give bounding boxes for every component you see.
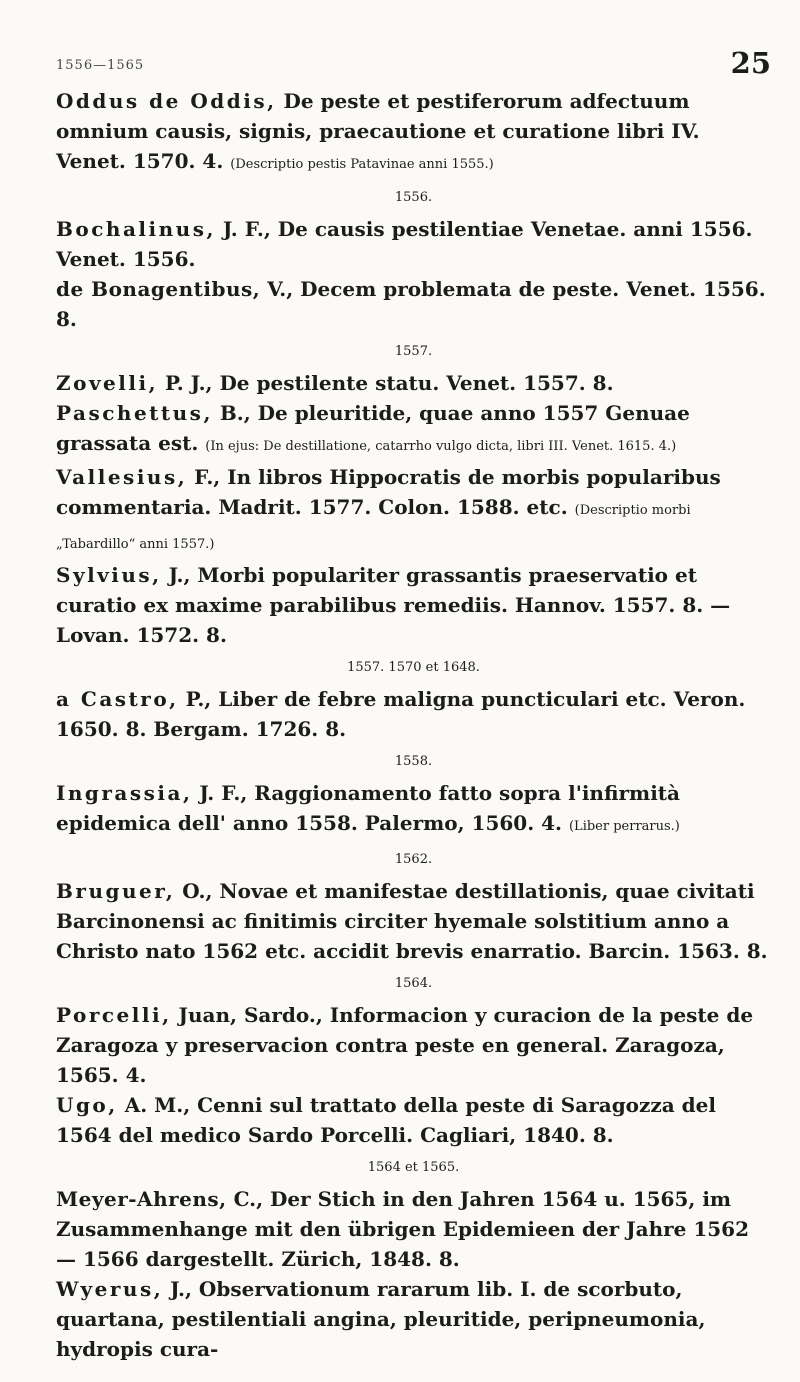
author-name: de Bonagentibus, xyxy=(56,277,261,301)
entry-bonagentibus xyxy=(56,274,771,334)
entry-text: J. F., Raggionamento fatto sopra l'infirmità epidemica dell' anno 1558. Palermo, 1560. 4. xyxy=(56,781,680,835)
entry-castro xyxy=(56,684,771,744)
entry-text: O., Novae et manifestae destillationis, quae civitati Barcinonensi ac finitimis circiter hyemale solstitium anno a Christo nato 1562 etc. accidit brevis enarratio. Barcin. 1563. 8. xyxy=(56,879,768,963)
page-number: 25 xyxy=(730,46,771,80)
entry-vallesius xyxy=(56,462,771,560)
entry-text: J. F., De causis pestilentiae Venetae. anni 1556. Venet. 1556. xyxy=(56,217,753,271)
entry-bruguer xyxy=(56,876,771,966)
year-heading: 1557. 1570 et 1648. xyxy=(347,660,480,675)
author-name: Paschettus, xyxy=(56,401,213,425)
author-name: Ugo, xyxy=(56,1093,118,1117)
entry-oddus xyxy=(56,86,771,180)
author-name: Vallesius, xyxy=(56,465,188,489)
entry-text: Juan, Sardo., Informacion y curacion de la peste de Zaragoza y preservacion contra peste en general. Zaragoza, 1565. 4. xyxy=(56,1003,754,1087)
entry-text: P., Liber de febre maligna puncticulari etc. Veron. 1650. 8. Bergam. 1726. 8. xyxy=(56,687,746,741)
author-name: Bochalinus, xyxy=(56,217,216,241)
author-name: Meyer-Ahrens, xyxy=(56,1187,227,1211)
entry-note: (In ejus: De destillatione, catarrho vulgo dicta, libri III. Venet. 1615. 4.) xyxy=(205,439,677,454)
author-name: Wyerus, xyxy=(56,1277,164,1301)
entry-paschettus xyxy=(56,398,771,462)
entry-note: (Descriptio pestis Patavinae anni 1555.) xyxy=(230,157,494,172)
author-name: Bruguer, xyxy=(56,879,176,903)
entry-text: P. J., De pestilente statu. Venet. 1557. 8. xyxy=(158,371,614,395)
page-header xyxy=(56,46,771,86)
entry-wyerus xyxy=(56,1274,771,1364)
year-heading: 1557. xyxy=(394,344,433,359)
page xyxy=(56,46,771,1364)
year-heading: 1562. xyxy=(394,852,433,867)
entry-bochalinus xyxy=(56,214,771,274)
year-heading: 1564. xyxy=(394,976,433,991)
entry-text: J., Morbi populariter grassantis praeservatio et curatio ex maxime parabilibus remediis. Hannov. 1557. 8. — Lovan. 1572. 8. xyxy=(56,563,731,647)
entry-porcelli xyxy=(56,1000,771,1090)
year-heading: 1564 et 1565. xyxy=(367,1160,460,1175)
entry-note: (Descriptio morbi „Tabardillo“ anni 1557.) xyxy=(56,503,691,552)
author-name: Sylvius, xyxy=(56,563,162,587)
entry-text: De peste et pestiferorum adfectuum omnium causis, signis, praecautione et curatione libri IV. Venet. 1570. 4. xyxy=(56,89,700,173)
entry-note: (Liber perrarus.) xyxy=(568,819,680,834)
entry-ugo xyxy=(56,1090,771,1150)
author-name: Oddus de Oddis, xyxy=(56,89,277,113)
author-name: Ingrassia, xyxy=(56,781,193,805)
author-name: Zovelli, xyxy=(56,371,159,395)
entry-text: B., De pleuritide, quae anno 1557 Genuae grassata est. xyxy=(56,401,690,455)
author-name: a Castro, xyxy=(56,687,179,711)
entry-meyer-ahrens xyxy=(56,1184,771,1274)
entry-zovelli xyxy=(56,368,771,398)
entry-ingrassia xyxy=(56,778,771,842)
entry-text: A. M., Cenni sul trattato della peste di Saragozza del 1564 del medico Sardo Porcelli. Cagliari, 1840. 8. xyxy=(56,1093,716,1147)
year-heading: 1558. xyxy=(394,754,433,769)
entry-text: V., Decem problemata de peste. Venet. 1556. 8. xyxy=(56,277,766,331)
entry-sylvius xyxy=(56,560,771,650)
year-range: 1556—1565 xyxy=(56,58,145,73)
entry-text: C., Der Stich in den Jahren 1564 u. 1565, im Zusammenhange mit den übrigen Epidemieen der Jahre 1562 — 1566 dargestellt. Zürich, 1848. 8. xyxy=(56,1187,750,1271)
entry-text: F., In libros Hippocratis de morbis popularibus commentaria. Madrit. 1577. Colon. 1588. etc. xyxy=(56,465,721,519)
author-name: Porcelli, xyxy=(56,1003,172,1027)
year-heading: 1556. xyxy=(394,190,433,205)
entry-text: J., Observationum rararum lib. I. de scorbuto, quartana, pestilentiali angina, pleuritide, peripneumonia, hydropis cura- xyxy=(56,1277,706,1361)
